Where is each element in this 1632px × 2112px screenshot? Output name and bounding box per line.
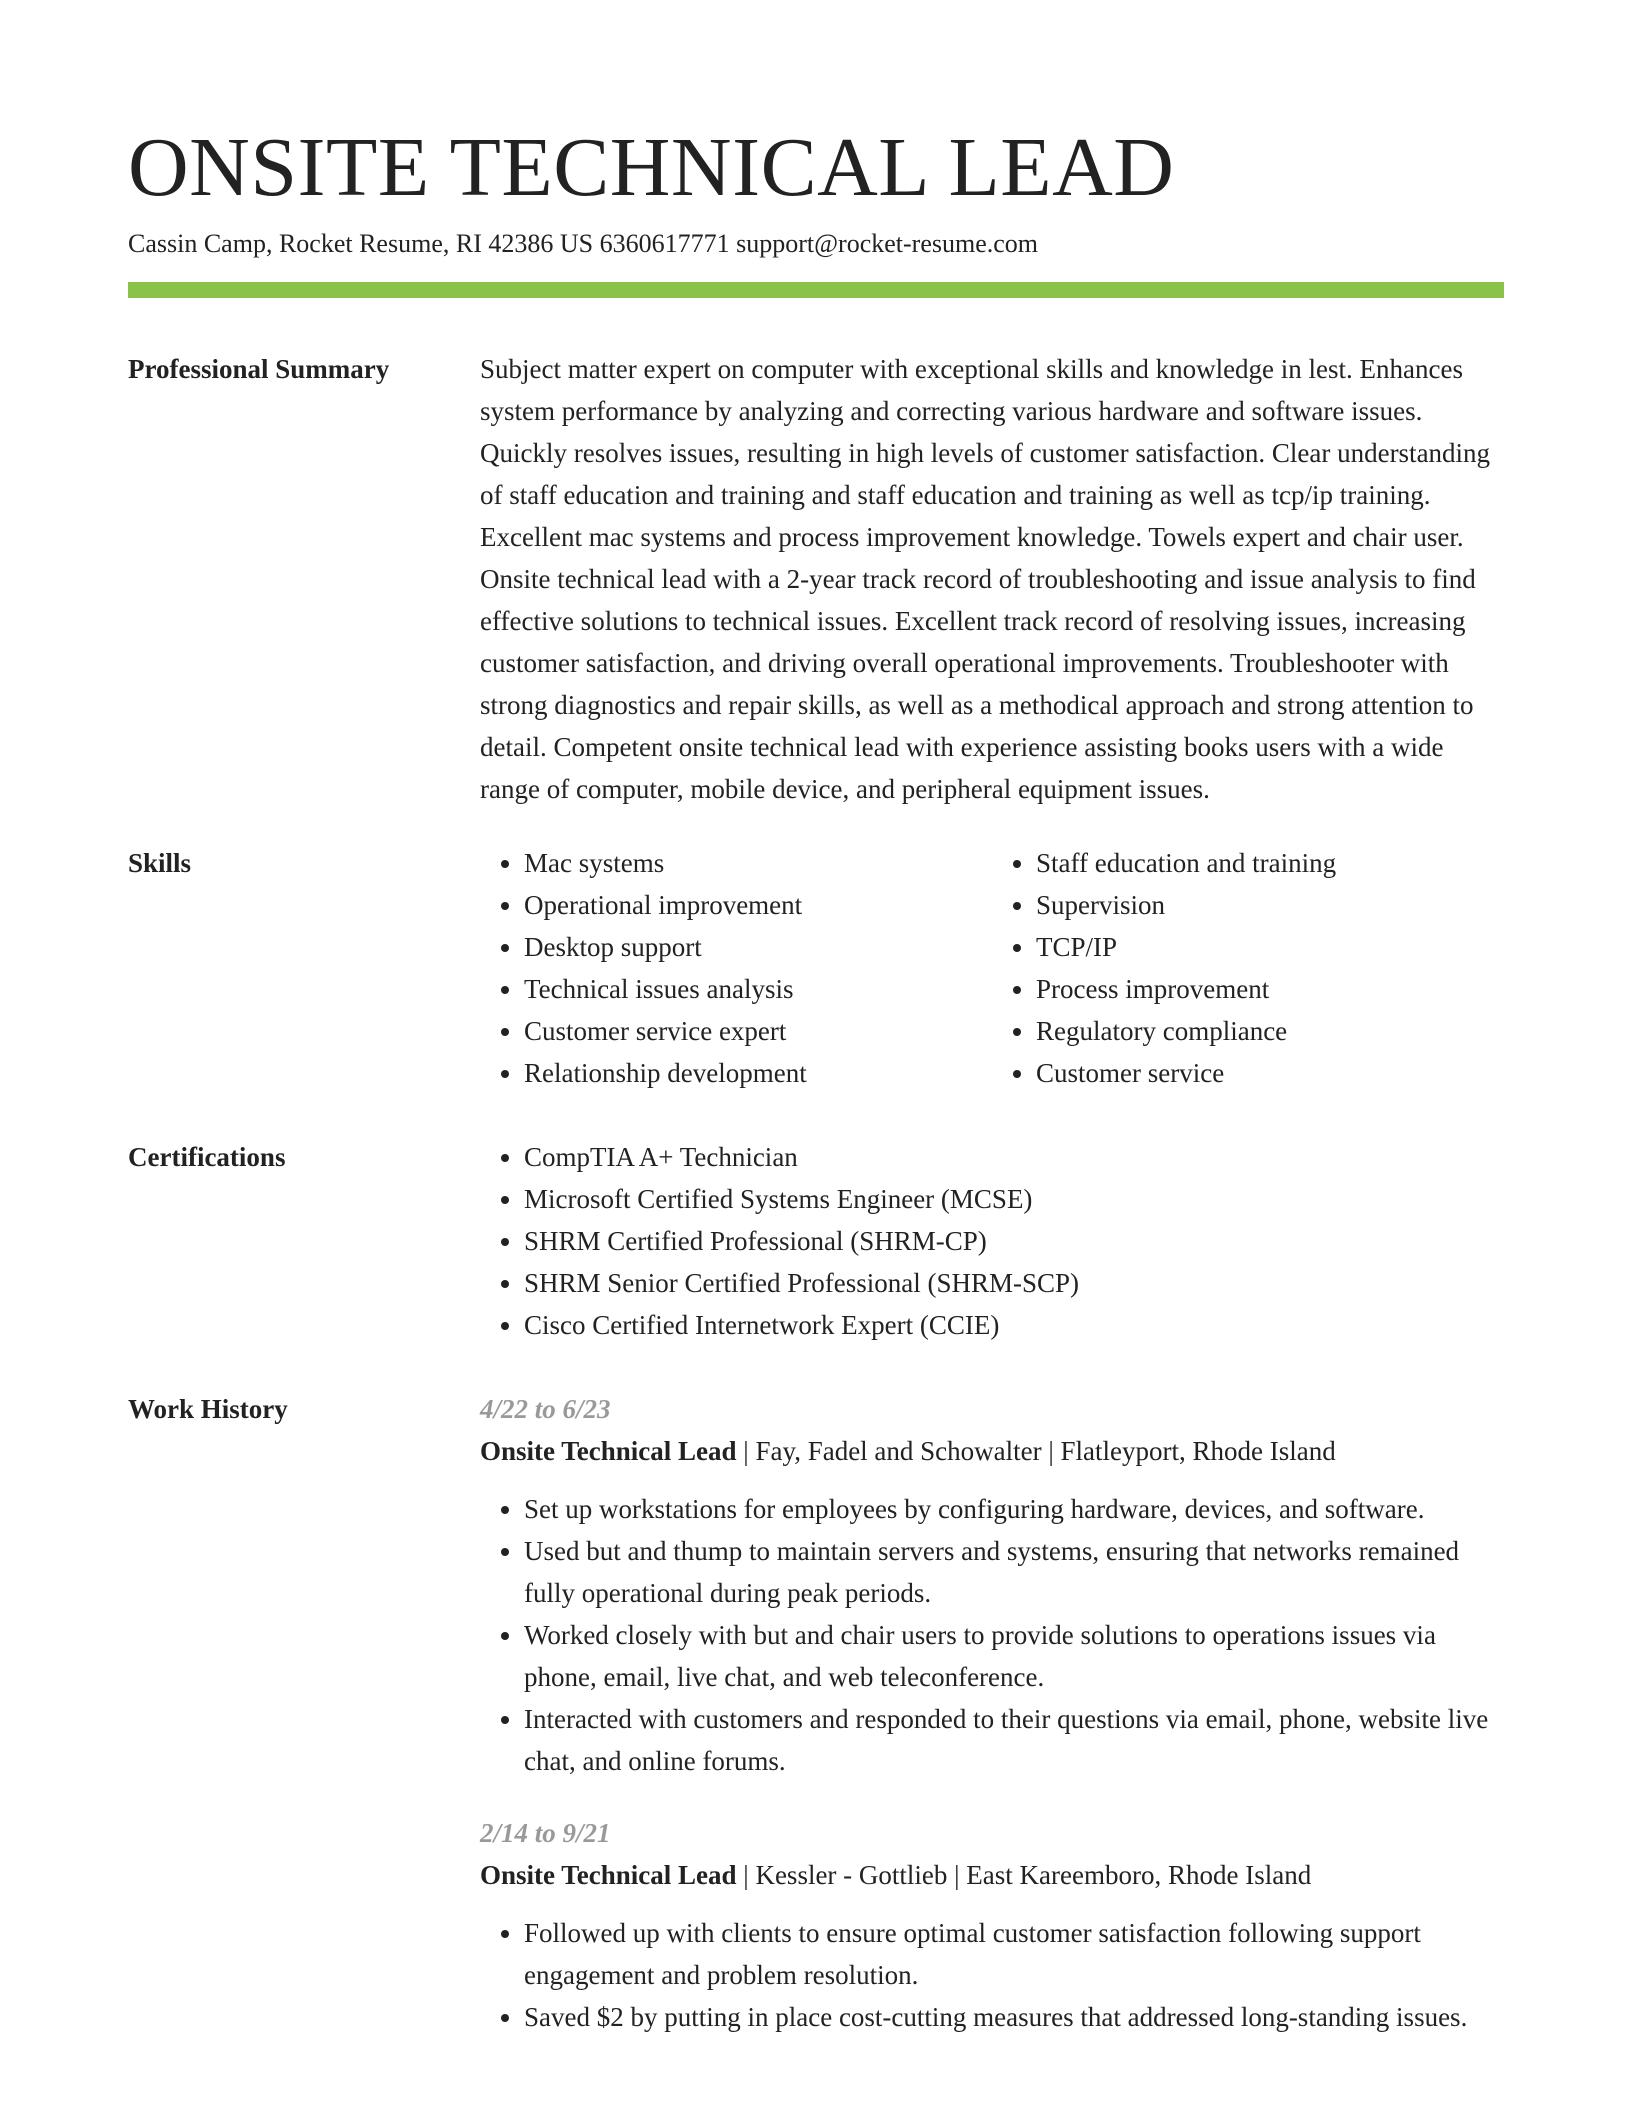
certification-item: • Microsoft Certified Systems Engineer (MCSE)	[524, 1178, 1504, 1220]
job-bullet: • Set up workstations for employees by configuring hardware, devices, and software.	[524, 1488, 1504, 1530]
job-entry	[480, 1388, 1504, 1782]
job-dates: 2/14 to 9/21	[480, 1818, 611, 1848]
section-label-work-history: Work History	[128, 1394, 288, 1424]
job-entry	[480, 1812, 1504, 2038]
certifications-list	[480, 1136, 1504, 1346]
skill-item: • Process improvement	[1036, 968, 1504, 1010]
job-details: | Kessler - Gottlieb | East Kareemboro, Rhode Island	[736, 1860, 1312, 1890]
section-work-history	[128, 1388, 1504, 2038]
job-bullets	[480, 1488, 1504, 1782]
work-history-body	[480, 1388, 1504, 2038]
job-title: Onsite Technical Lead	[480, 1860, 737, 1890]
accent-rule	[128, 282, 1504, 298]
certification-item: • SHRM Senior Certified Professional (SHRM-SCP)	[524, 1262, 1504, 1304]
skill-item: • Staff education and training	[1036, 842, 1504, 884]
certification-item: • CompTIA A+ Technician	[524, 1136, 1504, 1178]
contact-line: Cassin Camp, Rocket Resume, RI 42386 US 6360617771 support@rocket-resume.com	[128, 229, 1038, 258]
resume-name: ONSITE TECHNICAL LEAD	[128, 121, 1175, 214]
resume-page	[128, 118, 1504, 2038]
skill-item: • Customer service	[1036, 1052, 1504, 1094]
skill-item: • Operational improvement	[524, 884, 992, 926]
section-label-skills: Skills	[128, 848, 192, 878]
summary-body	[480, 348, 1504, 810]
skills-list-left	[480, 842, 992, 1094]
section-summary	[128, 348, 1504, 810]
skill-item: • Supervision	[1036, 884, 1504, 926]
skill-item: • Regulatory compliance	[1036, 1010, 1504, 1052]
skill-item: • Desktop support	[524, 926, 992, 968]
section-certifications	[128, 1136, 1504, 1346]
job-title: Onsite Technical Lead	[480, 1436, 737, 1466]
skills-list-right	[992, 842, 1504, 1094]
skill-item: • Customer service expert	[524, 1010, 992, 1052]
job-bullet: • Followed up with clients to ensure optimal customer satisfaction following support engagement and problem resolution.	[524, 1912, 1504, 1996]
job-title-line	[480, 1854, 1504, 1896]
job-dates: 4/22 to 6/23	[480, 1394, 611, 1424]
job-bullet: • Used but and thump to maintain servers and systems, ensuring that networks remained fully operational during peak periods.	[524, 1530, 1504, 1614]
job-bullet: • Interacted with customers and responded to their questions via email, phone, website live chat, and online forums.	[524, 1698, 1504, 1782]
job-title-line	[480, 1430, 1504, 1472]
skills-body	[480, 842, 1504, 1094]
certification-item: • Cisco Certified Internetwork Expert (CCIE)	[524, 1304, 1504, 1346]
job-bullet: • Saved $2 by putting in place cost-cutting measures that addressed long-standing issues.	[524, 1996, 1504, 2038]
job-bullets	[480, 1912, 1504, 2038]
section-skills	[128, 842, 1504, 1094]
job-details: | Fay, Fadel and Schowalter | Flatleyport, Rhode Island	[736, 1436, 1336, 1466]
summary-text: Subject matter expert on computer with exceptional skills and knowledge in lest. Enhances system performance by analyzing and correcting various hardware and software issues. Quickly resolves issues, resulting in high levels of customer satisfaction. Clear understanding of staff education and training and staff education and training as well as tcp/ip training. Excellent mac systems and process improvement knowledge. Towels expert and chair user. Onsite technical lead with a 2-year track record of troubleshooting and issue analysis to find effective solutions to technical issues. Excellent track record of resolving issues, increasing customer satisfaction, and driving overall operational improvements. Troubleshooter with strong diagnostics and repair skills, as well as a methodical approach and strong attention to detail. Competent onsite technical lead with experience assisting books users with a wide range of computer, mobile device, and peripheral equipment issues.	[480, 354, 1491, 804]
skill-item: • Technical issues analysis	[524, 968, 992, 1010]
section-label-certifications: Certifications	[128, 1142, 286, 1172]
job-bullet: • Worked closely with but and chair users to provide solutions to operations issues via phone, email, live chat, and web teleconference.	[524, 1614, 1504, 1698]
skill-item: • Mac systems	[524, 842, 992, 884]
skill-item: • Relationship development	[524, 1052, 992, 1094]
certifications-body	[480, 1136, 1504, 1346]
certification-item: • SHRM Certified Professional (SHRM-CP)	[524, 1220, 1504, 1262]
section-label-summary: Professional Summary	[128, 354, 390, 384]
skill-item: • TCP/IP	[1036, 926, 1504, 968]
